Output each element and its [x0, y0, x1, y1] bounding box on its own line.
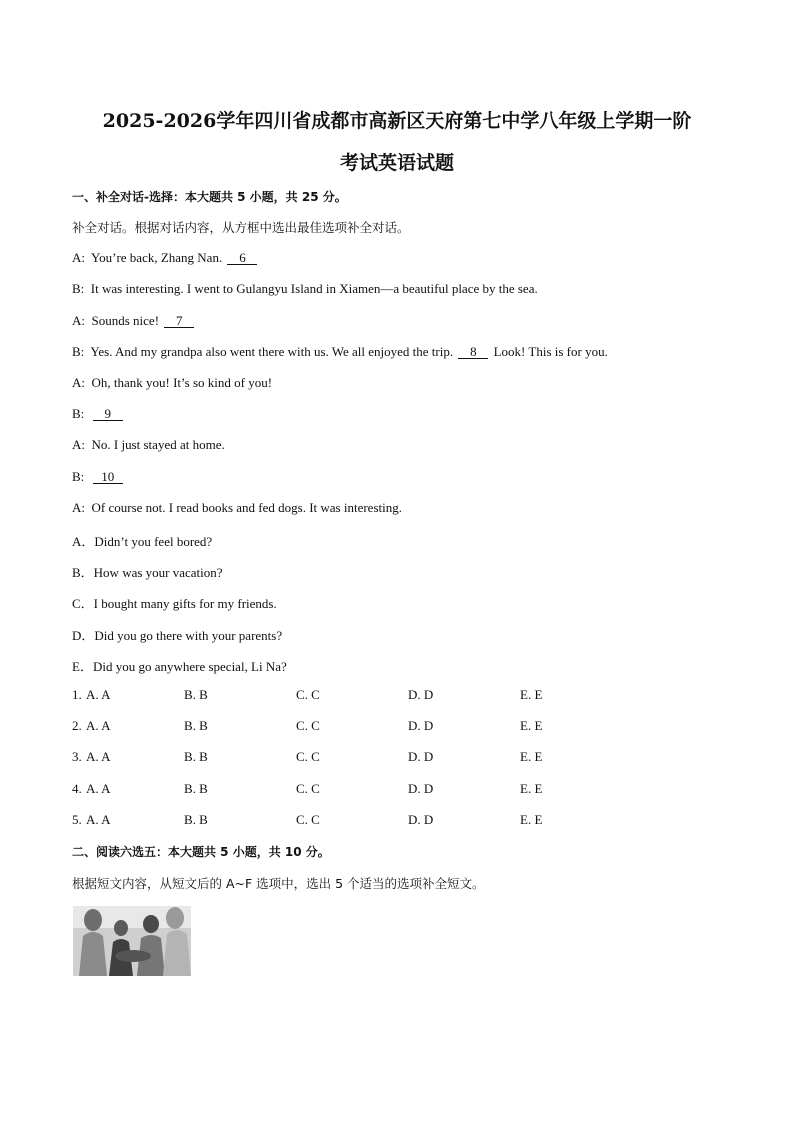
- answer-choice[interactable]: C. C: [296, 749, 320, 764]
- answer-choice[interactable]: D. D: [408, 718, 434, 733]
- dialogue-text: Yes. And my grandpa also went there with us. We all enjoyed the trip.: [90, 344, 454, 359]
- dialogue-text: Oh, thank you! It’s so kind of you!: [91, 375, 273, 390]
- answer-choice[interactable]: A. A: [86, 687, 111, 702]
- answer-blank[interactable]: 8: [458, 345, 488, 359]
- speaker-label: B:: [72, 406, 85, 421]
- option-item: C．I bought many gifts for my friends.: [72, 596, 277, 611]
- speaker-label: B:: [72, 344, 85, 359]
- dialogue-text: You’re back, Zhang Nan.: [91, 250, 223, 265]
- section-2-heading: 二、阅读六选五：本大题共 5 小题，共 10 分。: [72, 845, 330, 859]
- dialogue-line: [72, 406, 125, 422]
- answer-choice[interactable]: B. B: [184, 812, 208, 827]
- answer-blank[interactable]: 7: [164, 314, 194, 328]
- answer-blank[interactable]: 9: [93, 407, 123, 421]
- section-2-instruction: 根据短文内容，从短文后的 A~F 选项中，选出 5 个适当的选项补全短文。: [72, 876, 485, 891]
- answer-choice[interactable]: A. A: [86, 781, 111, 796]
- answer-choice[interactable]: A. A: [86, 749, 111, 764]
- option-item: A．Didn’t you feel bored?: [72, 534, 213, 549]
- answer-choice[interactable]: E. E: [520, 781, 543, 796]
- answer-choice[interactable]: D. D: [408, 812, 434, 827]
- answer-choice[interactable]: A. A: [86, 718, 111, 733]
- dialogue-line: [72, 375, 272, 391]
- document-title-line-1: 2025-2026学年四川省成都市高新区天府第七中学八年级上学期一阶: [102, 110, 692, 132]
- answer-choice[interactable]: B. B: [184, 749, 208, 764]
- dialogue-text: Of course not. I read books and fed dogs. It was interesting.: [91, 500, 402, 515]
- speaker-label: A:: [72, 437, 85, 452]
- answer-blank[interactable]: 10: [93, 470, 123, 484]
- speaker-label: A:: [72, 375, 85, 390]
- speaker-label: B:: [72, 281, 85, 296]
- speaker-label: A:: [72, 500, 85, 515]
- speaker-label: B:: [72, 469, 85, 484]
- dialogue-text-after: Look! This is for you.: [493, 344, 608, 359]
- answer-choice[interactable]: B. B: [184, 687, 208, 702]
- question-number: 4.: [72, 781, 82, 796]
- answer-row: [72, 749, 672, 765]
- document-title-line-2: 考试英语试题: [339, 152, 454, 174]
- dialogue-text: Sounds nice!: [91, 313, 160, 328]
- dialogue-line: [72, 500, 402, 516]
- answer-blank[interactable]: 6: [227, 251, 257, 265]
- students-photo: [73, 906, 191, 976]
- speaker-label: A:: [72, 313, 85, 328]
- answer-row: [72, 781, 672, 797]
- answer-choice[interactable]: E. E: [520, 687, 543, 702]
- answer-choice[interactable]: D. D: [408, 781, 434, 796]
- answer-choice[interactable]: C. C: [296, 687, 320, 702]
- answer-choice[interactable]: D. D: [408, 749, 434, 764]
- answer-choice[interactable]: A. A: [86, 812, 111, 827]
- option-item: B．How was your vacation?: [72, 565, 223, 580]
- option-item: E．Did you go anywhere special, Li Na?: [72, 659, 287, 674]
- dialogue-line: [72, 344, 608, 360]
- question-number: 1.: [72, 687, 82, 702]
- section-1-heading: 一、补全对话-选择：本大题共 5 小题，共 25 分。: [72, 190, 347, 204]
- answer-choice[interactable]: B. B: [184, 781, 208, 796]
- section-1-instruction: 补全对话。根据对话内容，从方框中选出最佳选项补全对话。: [72, 220, 410, 235]
- dialogue-line: [72, 281, 538, 297]
- dialogue-line: [72, 437, 225, 453]
- answer-choice[interactable]: C. C: [296, 718, 320, 733]
- answer-choice[interactable]: E. E: [520, 749, 543, 764]
- answer-row: [72, 687, 672, 703]
- option-item: D．Did you go there with your parents?: [72, 628, 283, 643]
- answer-choice[interactable]: E. E: [520, 718, 543, 733]
- dialogue-line: [72, 313, 196, 329]
- speaker-label: A:: [72, 250, 85, 265]
- dialogue-text: It was interesting. I went to Gulangyu Island in Xiamen—a beautiful place by the sea.: [90, 281, 538, 296]
- dialogue-line: [72, 250, 259, 266]
- question-number: 2.: [72, 718, 82, 733]
- question-number: 5.: [72, 812, 82, 827]
- answer-row: [72, 812, 672, 828]
- answer-choice[interactable]: B. B: [184, 718, 208, 733]
- dialogue-line: [72, 469, 125, 485]
- answer-choice[interactable]: C. C: [296, 812, 320, 827]
- answer-choice[interactable]: C. C: [296, 781, 320, 796]
- answer-choice[interactable]: D. D: [408, 687, 434, 702]
- question-number: 3.: [72, 749, 82, 764]
- answer-row: [72, 718, 672, 734]
- dialogue-text: No. I just stayed at home.: [91, 437, 225, 452]
- answer-choice[interactable]: E. E: [520, 812, 543, 827]
